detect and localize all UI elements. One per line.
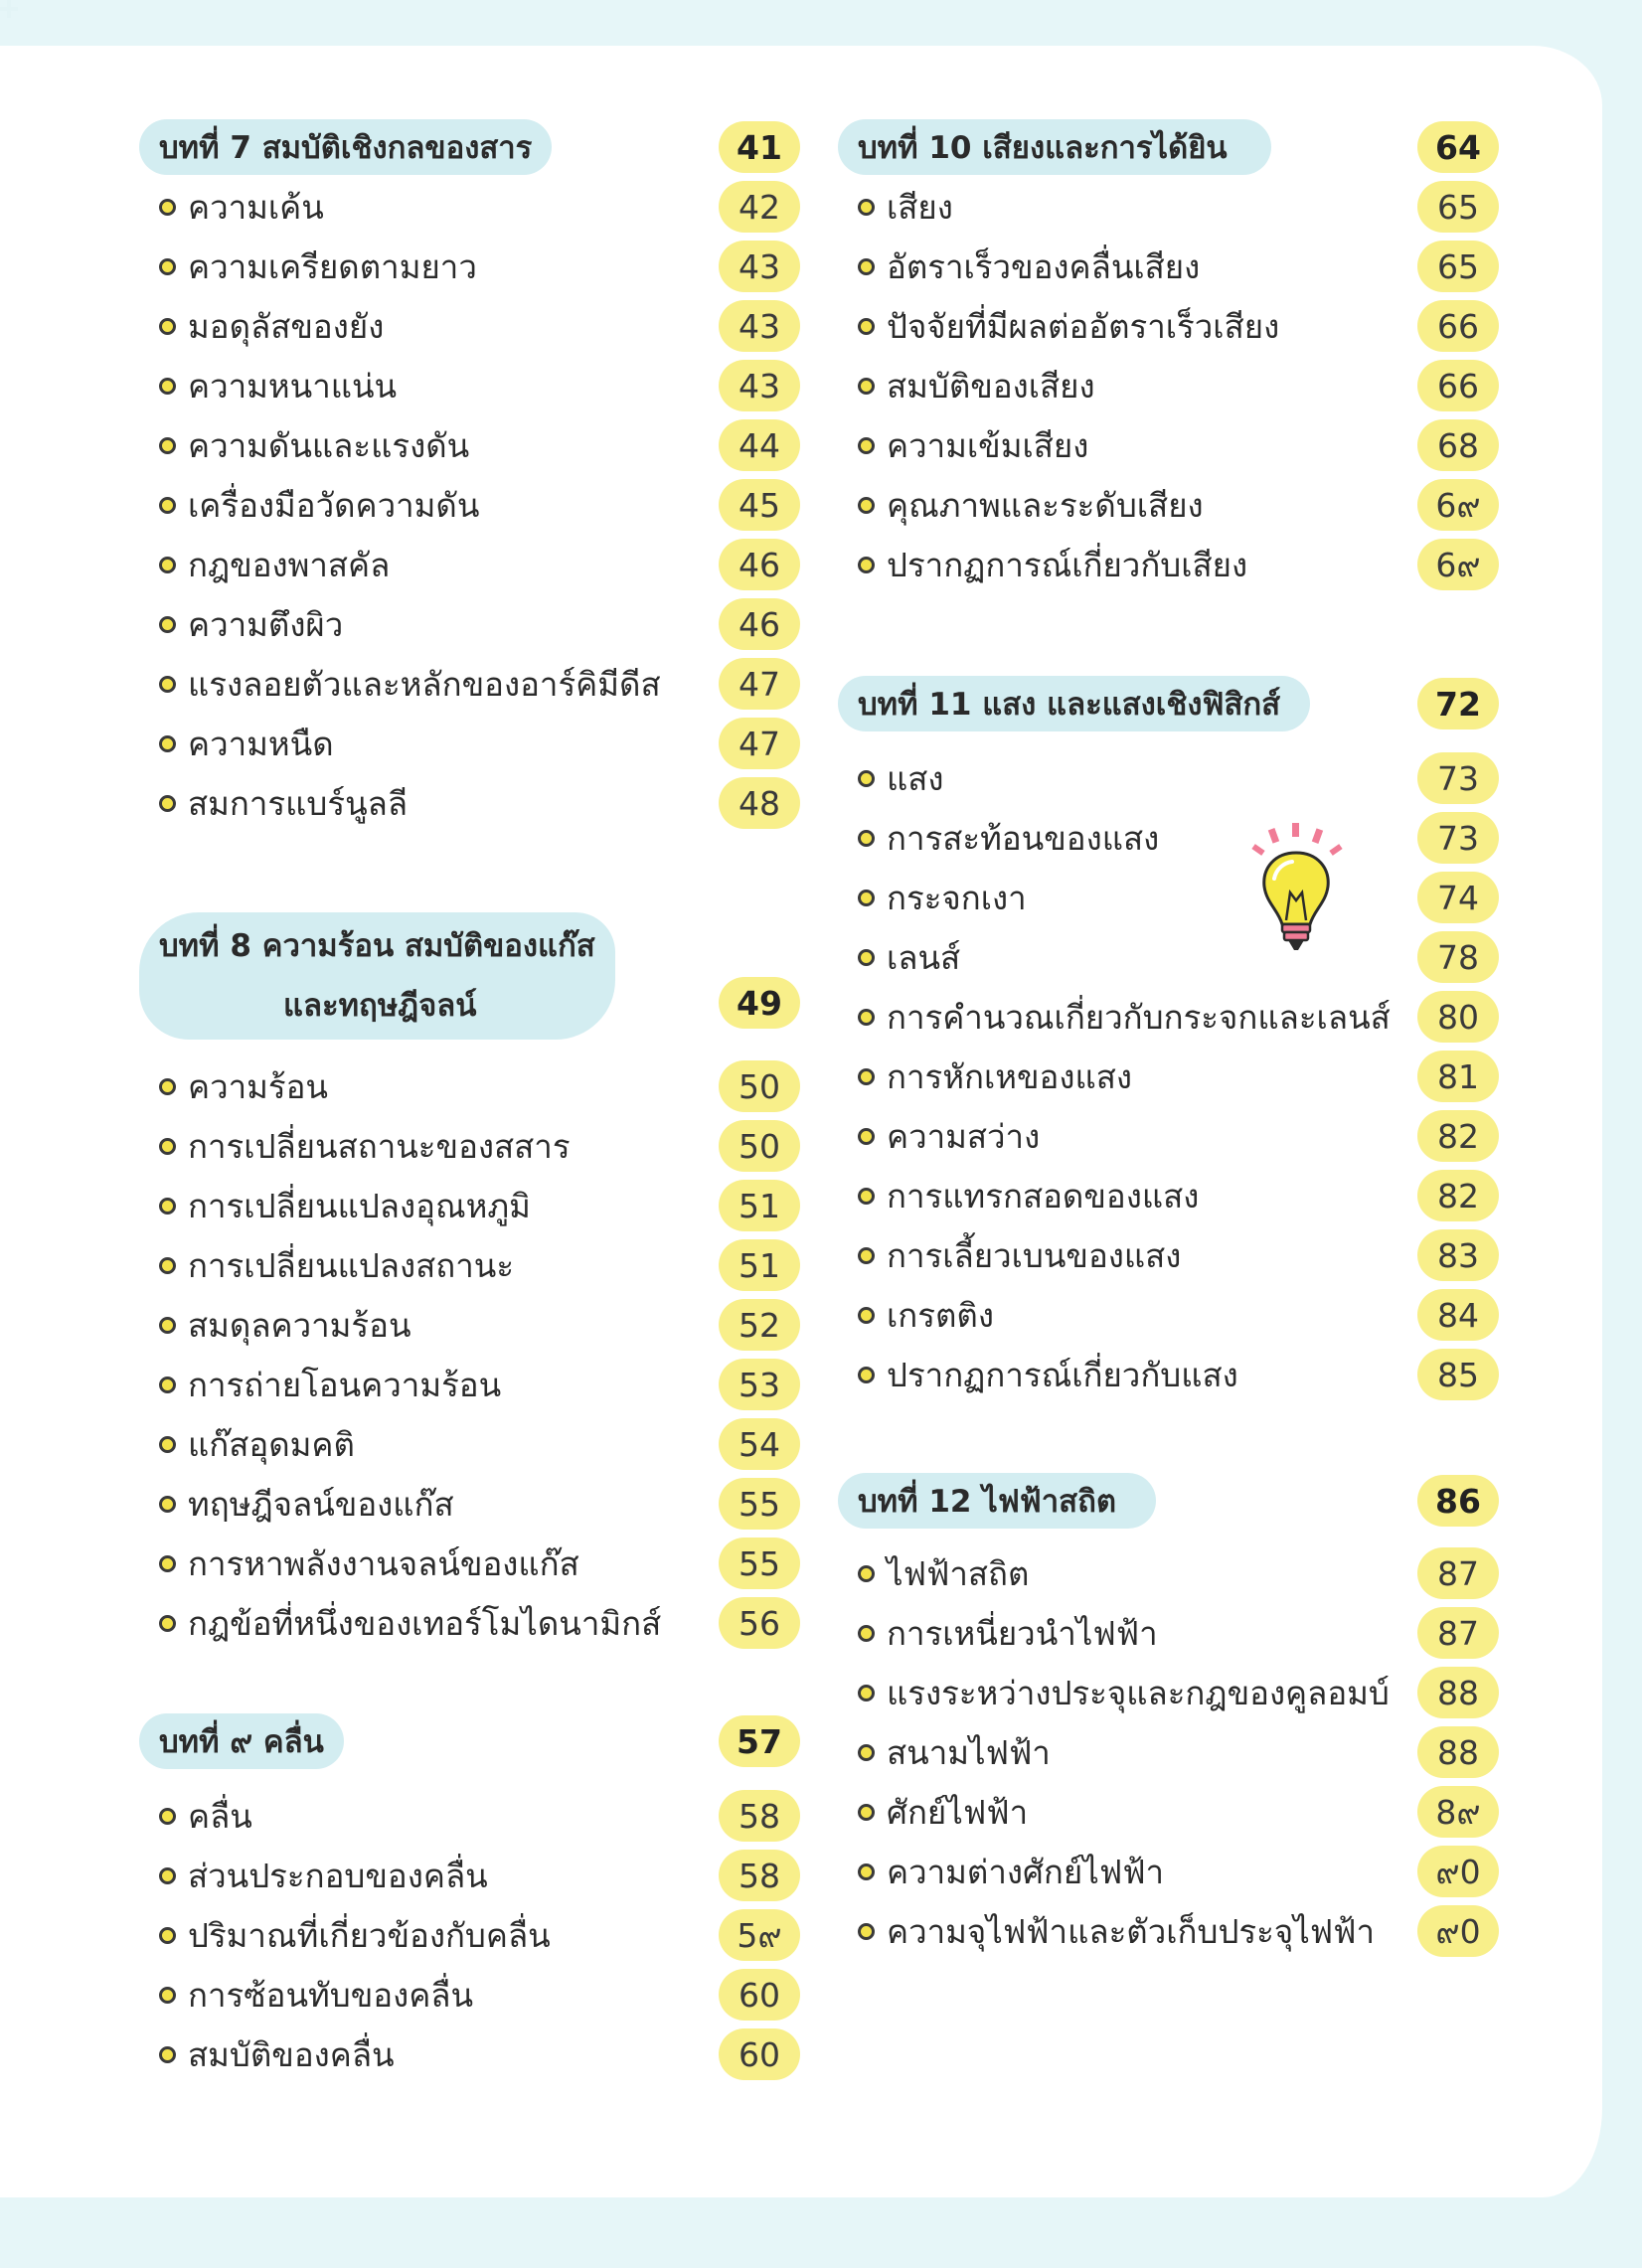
page-number: 43 xyxy=(719,300,800,352)
bullet-icon xyxy=(159,1436,176,1453)
toc-item: ความร้อน xyxy=(159,1060,328,1113)
toc-item: ปรากฏการณ์เกี่ยวกับเสียง xyxy=(858,539,1247,591)
toc-item: ความสว่าง xyxy=(858,1110,1040,1163)
page-number: 73 xyxy=(1417,812,1499,864)
bullet-icon xyxy=(858,1923,875,1940)
page-number: 82 xyxy=(1417,1110,1499,1162)
bullet-icon xyxy=(858,1744,875,1761)
page-number: 73 xyxy=(1417,752,1499,804)
chapter-title: บทที่ 10 เสียงและการได้ยิน xyxy=(838,119,1271,175)
page-number: 81 xyxy=(1417,1051,1499,1102)
chapter-title: บทที่ ๙ คลื่น xyxy=(139,1713,344,1769)
bullet-icon xyxy=(858,318,875,335)
toc-item: สมบัติของเสียง xyxy=(858,360,1095,412)
toc-page xyxy=(0,46,1602,2197)
bullet-icon xyxy=(159,1377,176,1393)
toc-item: สมการแบร์นูลลี xyxy=(159,777,408,830)
chapter-page-number: 49 xyxy=(719,977,800,1029)
toc-item: ความดันและแรงดัน xyxy=(159,419,469,472)
toc-item: เลนส์ xyxy=(858,931,960,984)
toc-item: การสะท้อนของแสง xyxy=(858,812,1159,865)
page-number: ๙0 xyxy=(1417,1846,1499,1897)
toc-item: เสียง xyxy=(858,181,953,234)
bullet-icon xyxy=(858,830,875,847)
bullet-icon xyxy=(159,1257,176,1274)
bullet-icon xyxy=(159,1555,176,1572)
toc-item: กฎของพาสคัล xyxy=(159,539,390,591)
toc-item: สมดุลความร้อน xyxy=(159,1299,411,1352)
toc-item: การซ้อนทับของคลื่น xyxy=(159,1969,473,2022)
toc-item: ความหนาแน่น xyxy=(159,360,397,412)
toc-item: อัตราเร็วของคลื่นเสียง xyxy=(858,241,1200,293)
page-number: 44 xyxy=(719,419,800,471)
bullet-icon xyxy=(858,1009,875,1026)
toc-item: การหาพลังงานจลน์ของแก๊ส xyxy=(159,1538,579,1590)
page-number: 88 xyxy=(1417,1667,1499,1718)
page-number: 60 xyxy=(719,2028,800,2080)
page-number: 74 xyxy=(1417,872,1499,923)
toc-item: การคำนวณเกี่ยวกับกระจกและเลนส์ xyxy=(858,991,1391,1044)
chapter-title: บทที่ 8 ความร้อน สมบัติของแก๊ส และทฤษฎีจลน์ xyxy=(139,912,615,1040)
page-number: 50 xyxy=(719,1060,800,1112)
bullet-icon xyxy=(858,557,875,573)
chapter-12-heading xyxy=(838,1473,1156,1529)
page-number: 51 xyxy=(719,1180,800,1231)
page-number: 87 xyxy=(1417,1607,1499,1659)
page-number: 60 xyxy=(719,1969,800,2021)
toc-item: ความจุไฟฟ้าและตัวเก็บประจุไฟฟ้า xyxy=(858,1905,1375,1958)
page-number: 65 xyxy=(1417,181,1499,233)
bullet-icon xyxy=(159,1317,176,1334)
bullet-icon xyxy=(159,1927,176,1944)
bullet-icon xyxy=(858,1247,875,1264)
page-number: 6๙ xyxy=(1417,539,1499,590)
toc-item: ความตึงผิว xyxy=(159,598,343,651)
bullet-icon xyxy=(858,949,875,966)
chapter-title: บทที่ 7 สมบัติเชิงกลของสาร xyxy=(139,119,552,175)
page-number: 51 xyxy=(719,1239,800,1291)
bullet-icon xyxy=(858,437,875,454)
bullet-icon xyxy=(858,199,875,216)
page-number: 80 xyxy=(1417,991,1499,1043)
page-number: 68 xyxy=(1417,419,1499,471)
chapter-9-heading xyxy=(139,1713,344,1769)
chapter-7-heading xyxy=(139,119,552,175)
chapter-page-number: 64 xyxy=(1417,121,1499,173)
toc-item: การเปลี่ยนแปลงอุณหภูมิ xyxy=(159,1180,531,1232)
toc-item: ความเครียดตามยาว xyxy=(159,241,477,293)
page-number: 55 xyxy=(719,1478,800,1530)
page-number: 66 xyxy=(1417,360,1499,411)
page-number: 47 xyxy=(719,658,800,710)
bullet-icon xyxy=(159,557,176,573)
bullet-icon xyxy=(858,1804,875,1821)
page-number: 58 xyxy=(719,1790,800,1842)
toc-item: ความหนืด xyxy=(159,718,334,770)
page-number: 52 xyxy=(719,1299,800,1351)
bullet-icon xyxy=(159,1867,176,1884)
page-number: 46 xyxy=(719,539,800,590)
toc-item: แรงระหว่างประจุและกฎของคูลอมบ์ xyxy=(858,1667,1390,1719)
page-number: 43 xyxy=(719,241,800,292)
bullet-icon xyxy=(159,1138,176,1155)
bullet-icon xyxy=(159,1198,176,1215)
bullet-icon xyxy=(159,437,176,454)
page-number: 5๙ xyxy=(719,1909,800,1961)
toc-item: แก๊สอุดมคติ xyxy=(159,1418,355,1471)
page-number: 87 xyxy=(1417,1547,1499,1599)
page-number: 66 xyxy=(1417,300,1499,352)
bullet-icon xyxy=(159,1987,176,2004)
bullet-icon xyxy=(159,616,176,633)
page-number: 53 xyxy=(719,1359,800,1410)
toc-item: การเปลี่ยนสถานะของสสาร xyxy=(159,1120,571,1173)
toc-item: แสง xyxy=(858,752,944,805)
bullet-icon xyxy=(159,2046,176,2063)
toc-item: การเปลี่ยนแปลงสถานะ xyxy=(159,1239,514,1292)
chapter-page-number: 86 xyxy=(1417,1475,1499,1527)
page-number: 82 xyxy=(1417,1170,1499,1221)
bullet-icon xyxy=(159,497,176,514)
bullet-icon xyxy=(159,1078,176,1095)
page-number: 88 xyxy=(1417,1726,1499,1778)
page-number: 55 xyxy=(719,1538,800,1589)
page-number: 43 xyxy=(719,360,800,411)
page-number: 65 xyxy=(1417,241,1499,292)
chapter-title: บทที่ 12 ไฟฟ้าสถิต xyxy=(838,1473,1156,1529)
bullet-icon xyxy=(159,378,176,395)
bullet-icon xyxy=(159,795,176,812)
toc-item: กระจกเงา xyxy=(858,872,1027,924)
chapter-page-number: 72 xyxy=(1417,678,1499,729)
toc-item: สมบัติของคลื่น xyxy=(159,2028,395,2081)
toc-item: การเลี้ยวเบนของแสง xyxy=(858,1229,1181,1282)
page-number: 85 xyxy=(1417,1349,1499,1400)
toc-item: คลื่น xyxy=(159,1790,252,1843)
page-number: 50 xyxy=(719,1120,800,1172)
toc-item: ศักย์ไฟฟ้า xyxy=(858,1786,1028,1839)
bullet-icon xyxy=(159,676,176,693)
toc-item: ทฤษฎีจลน์ของแก๊ส xyxy=(159,1478,454,1531)
bullet-icon xyxy=(858,890,875,906)
page-number: 84 xyxy=(1417,1289,1499,1341)
page-number: 78 xyxy=(1417,931,1499,983)
chapter-11-heading xyxy=(838,676,1310,731)
bullet-icon xyxy=(858,1068,875,1085)
bullet-icon xyxy=(159,318,176,335)
page-number: 48 xyxy=(719,777,800,829)
chapter-page-number: 57 xyxy=(719,1715,800,1767)
toc-item: ความเข้มเสียง xyxy=(858,419,1088,472)
toc-item: แรงลอยตัวและหลักของอาร์คิมีดีส xyxy=(159,658,661,711)
page-number: 83 xyxy=(1417,1229,1499,1281)
toc-item: การแทรกสอดของแสง xyxy=(858,1170,1199,1222)
page-number: 56 xyxy=(719,1597,800,1649)
page-number: 58 xyxy=(719,1850,800,1901)
toc-item: การเหนี่ยวนำไฟฟ้า xyxy=(858,1607,1158,1660)
bullet-icon xyxy=(858,258,875,275)
bullet-icon xyxy=(858,1565,875,1582)
toc-item: ความเค้น xyxy=(159,181,324,234)
toc-item: การถ่ายโอนความร้อน xyxy=(159,1359,501,1411)
bullet-icon xyxy=(858,770,875,787)
toc-item: มอดุลัสของยัง xyxy=(159,300,384,353)
bullet-icon xyxy=(159,735,176,752)
chapter-10-heading xyxy=(838,119,1271,175)
bullet-icon xyxy=(159,1808,176,1825)
page-number: 6๙ xyxy=(1417,479,1499,531)
page-number: 54 xyxy=(719,1418,800,1470)
chapter-8-heading xyxy=(139,912,615,1040)
bullet-icon xyxy=(159,199,176,216)
toc-item: เครื่องมือวัดความดัน xyxy=(159,479,479,532)
bullet-icon xyxy=(858,378,875,395)
bullet-icon xyxy=(159,1496,176,1513)
toc-item: ส่วนประกอบของคลื่น xyxy=(159,1850,488,1902)
toc-item: เกรตติง xyxy=(858,1289,994,1342)
toc-item: สนามไฟฟ้า xyxy=(858,1726,1051,1779)
lightbulb-icon xyxy=(1242,821,1352,970)
bullet-icon xyxy=(858,1307,875,1324)
bullet-icon xyxy=(858,1188,875,1205)
toc-item: ปรากฏการณ์เกี่ยวกับแสง xyxy=(858,1349,1238,1401)
toc-item: คุณภาพและระดับเสียง xyxy=(858,479,1204,532)
bullet-icon xyxy=(858,1367,875,1383)
chapter-title: บทที่ 11 แสง และแสงเชิงฟิสิกส์ xyxy=(838,676,1310,731)
bullet-icon xyxy=(858,1625,875,1642)
toc-item: ไฟฟ้าสถิต xyxy=(858,1547,1029,1600)
page-number: 45 xyxy=(719,479,800,531)
toc-item: ความต่างศักย์ไฟฟ้า xyxy=(858,1846,1164,1898)
bullet-icon xyxy=(159,1615,176,1632)
page-number: 46 xyxy=(719,598,800,650)
toc-item: การหักเหของแสง xyxy=(858,1051,1132,1103)
bullet-icon xyxy=(858,1128,875,1145)
page-number: 47 xyxy=(719,718,800,769)
bullet-icon xyxy=(858,1685,875,1701)
bullet-icon xyxy=(858,1863,875,1880)
page-number: 8๙ xyxy=(1417,1786,1499,1838)
chapter-page-number: 41 xyxy=(719,121,800,173)
bullet-icon xyxy=(159,258,176,275)
page-number: 42 xyxy=(719,181,800,233)
toc-item: ปัจจัยที่มีผลต่ออัตราเร็วเสียง xyxy=(858,300,1279,353)
toc-item: ปริมาณที่เกี่ยวข้องกับคลื่น xyxy=(159,1909,551,1962)
toc-item: กฎข้อที่หนึ่งของเทอร์โมไดนามิกส์ xyxy=(159,1597,661,1650)
page-number: ๙0 xyxy=(1417,1905,1499,1957)
bullet-icon xyxy=(858,497,875,514)
